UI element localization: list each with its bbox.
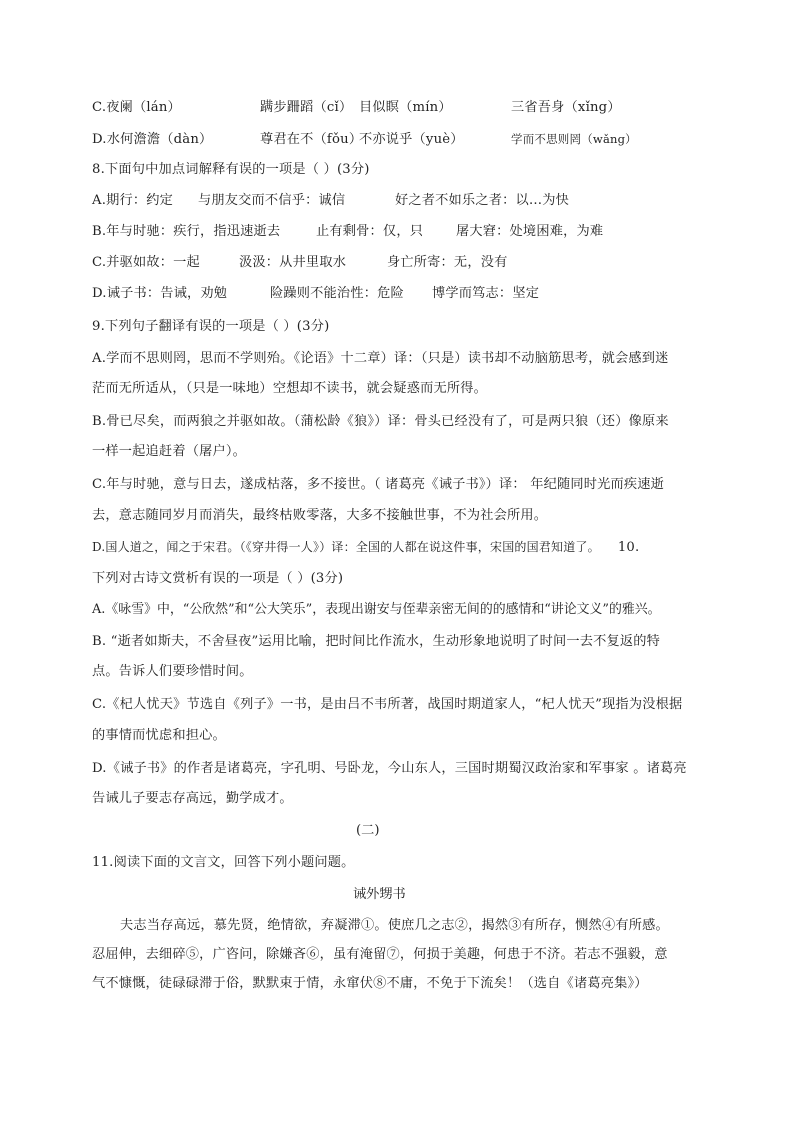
q9-c-line2: 去，意志随同岁月而消失，最终枯败零落，大多不接触世事，不为社会所用。: [92, 508, 548, 523]
q8-option-b: [92, 223, 603, 241]
q7-c-4: 三省吾身（xǐng）: [511, 100, 621, 115]
q7-c-3: 目似瞑（mín）: [359, 100, 452, 115]
passage-title: 诫外甥书: [353, 887, 406, 902]
q8-a-2: 与朋友交而不信乎：诚信: [198, 193, 346, 208]
q8-b-3: 屠大窘：处境困难，为难: [456, 224, 604, 239]
q7-d-3: 不亦说乎（yuè）: [359, 132, 464, 147]
passage-line1: 夫志当存高远，慕先贤，绝情欲，弃凝滞①。使庶几之志②，揭然③有所存，恻然④有所感。: [120, 918, 669, 933]
passage-line2: 忍屈伸，去细碎⑤，广咨问，除嫌吝⑥，虽有淹留⑦，何损于美趣，何患于不济。若志不强毅，意: [92, 947, 668, 962]
q8-d-2: 险躁则不能治性：危险: [270, 286, 404, 301]
section-heading: (二): [356, 823, 380, 838]
q8-c-3: 身亡所寄：无，没有: [387, 255, 508, 270]
q7-option-c: [92, 99, 621, 117]
q10-b-line2: 点。告诉人们要珍惜时间。: [92, 664, 253, 679]
q9-c-line1: C.年与时驰，意与日去，遂成枯落，多不接世。（ 诸葛亮《诫子书》）译： 年纪随同时光而疾速逝: [92, 477, 665, 492]
q10-d-line1: D.《诫子书》的作者是诸葛亮，字孔明、号卧龙，今山东人，三国时期蜀汉政治家和军事家 。诸葛亮: [92, 761, 687, 776]
q8-b-2: 止有剩骨：仅，只: [316, 224, 424, 239]
q8-stem: 8.下面句中加点词解释有误的一项是（ ）(3分): [92, 162, 370, 177]
q8-a-3: 好之者不如乐之者：以…为快: [395, 193, 570, 208]
q7-c-2: 蹒步跚蹈（cǐ）: [260, 100, 353, 115]
q7-option-d: [92, 130, 637, 149]
q10-stem: 下列对古诗文赏析有误的一项是（ ）(3分): [92, 571, 344, 586]
q10-d-line2: 告诫儿子要志存高远，勤学成才。: [92, 791, 293, 806]
q7-d-4: 学而不思则罔（wǎng）: [511, 132, 637, 146]
q8-option-d: [92, 285, 539, 303]
q7-c-1: C.夜阑（lán）: [92, 100, 181, 115]
q9-b-line1: B.骨已尽矣，而两狼之并驱如故。（蒲松龄《狼》）译：骨头已经没有了，可是两只狼（还）像原来: [92, 414, 669, 429]
q8-option-a: [92, 192, 569, 210]
q9-a-line2: 茫而无所适从，（只是一味地）空想却不读书，就会疑惑而无所得。: [92, 381, 488, 396]
q10-a-line1: A.《咏雪》中，“公欣然”和“公大笑乐”，表现出谢安与侄辈亲密无间的的感情和“讲论文义”的雅兴。: [92, 602, 661, 617]
q7-d-1: D.水何澹澹（dàn）: [92, 132, 213, 147]
q9-b-line2: 一样一起追赶着（屠户）。: [92, 444, 247, 459]
q10-number: 10.: [617, 540, 640, 555]
q9-a-line1: A.学而不思则罔，思而不学则殆。《论语》十二章）译：（只是）读书却不动脑筋思考，就会感到迷: [92, 351, 669, 366]
q10-c-line2: 的事情而忧虑和担心。: [92, 728, 226, 743]
q9-stem: 9.下列句子翻译有误的一项是（ ）(3分): [92, 319, 330, 334]
q8-b-1: B.年与时驰：疾行，指迅速逝去: [92, 224, 281, 239]
q8-c-2: 汲汲：从井里取水: [239, 255, 347, 270]
q8-option-c: [92, 254, 508, 272]
q9-d-line1: [92, 538, 639, 557]
q8-c-1: C.并驱如故：一起: [92, 255, 200, 270]
q10-b-line1: B. “逝者如斯夫，不舍昼夜”运用比喻，把时间比作流水，生动形象地说明了时间一去不复返的特: [92, 634, 661, 649]
q11-stem: 11.阅读下面的文言文，回答下列小题问题。: [92, 855, 355, 870]
q8-d-3: 博学而笃志：坚定: [432, 286, 540, 301]
q8-a-1: A.期行：约定: [92, 193, 174, 208]
passage-line3: 气不慷慨，徒碌碌滞于俗，默默束于情，永窜伏⑧不庸，不免于下流矣！（选自《诸葛亮集》）: [92, 976, 648, 991]
q7-d-2: 尊君在不（fǒu）: [260, 132, 363, 147]
q10-c-line1: C.《杞人忧天》节选自《列子》一书，是由吕不韦所著，战国时期道家人，“杞人忧天”现指为没根据: [92, 697, 683, 712]
q8-d-1: D.诫子书：告诫，劝勉: [92, 286, 228, 301]
q9-d-text: D.国人道之，闻之于宋君。（《穿井得一人》）译：全国的人都在说这件事，宋国的国君知道了。: [92, 540, 600, 554]
